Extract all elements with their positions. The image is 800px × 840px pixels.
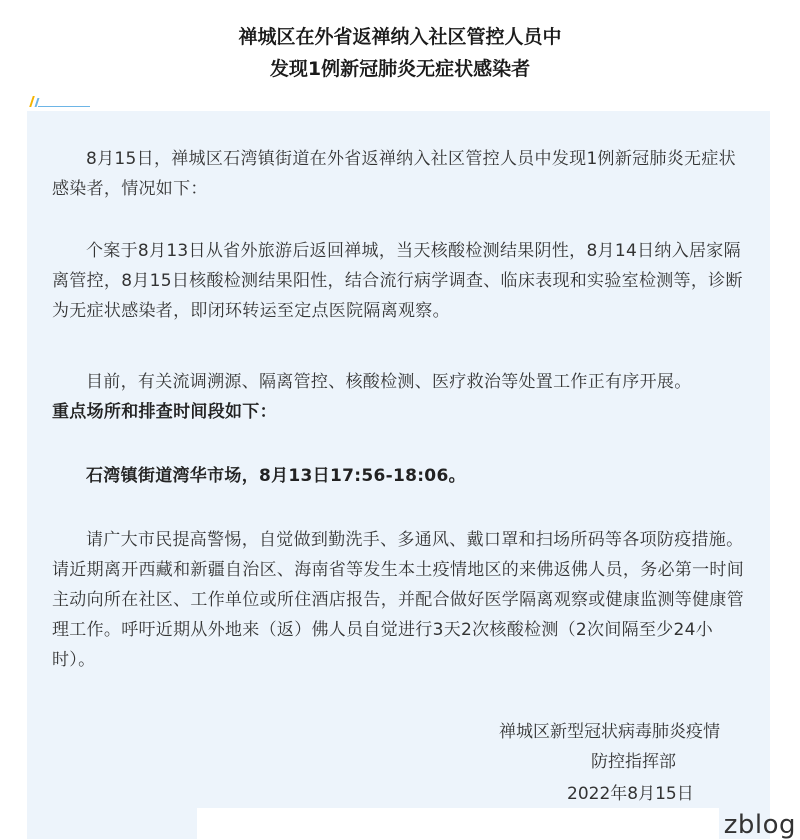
- article-title-line-1: 禅城区在外省返禅纳入社区管控人员中: [238, 26, 562, 48]
- key-place-entry: 石湾镇街道湾华市场，8月13日17:56-18:06。: [86, 466, 466, 486]
- signature-org-line-1: 禅城区新型冠状病毒肺炎疫情: [499, 722, 720, 742]
- signature-date: 2022年8月15日: [567, 784, 694, 804]
- paragraph-case: 个案于8月13日从省外旅游后返回禅城，当天核酸检测结果阴性，8月14日纳入居家隔离管控，8月15日核酸检测结果阳性，结合流行病学调查、临床表现和实验室检测等，诊断为无症状感染者，即闭环转运至定点医院隔离观察。: [52, 241, 743, 321]
- paragraph-progress: 目前，有关流调溯源、隔离管控、核酸检测、医疗救治等处置工作正有序开展。: [86, 372, 692, 392]
- signature-org-line-2: 防控指挥部: [591, 752, 676, 772]
- title-underline-decoration: [26, 93, 90, 107]
- paragraph-advice: 请广大市民提高警惕，自觉做到勤洗手、多通风、戴口罩和扫场所码等各项防疫措施。请近期离开西藏和新疆自治区、海南省等发生本土疫情地区的来佛返佛人员，务必第一时间主动向所在社区、工作单位或所住酒店报告，并配合做好医学隔离观察或健康监测等健康管理工作。呼吁近期从外地来（返）佛人员自觉进行3天2次核酸检测（2次间隔至少24小时）。: [52, 530, 744, 670]
- article-title-line-2: 发现1例新冠肺炎无症状感染者: [269, 58, 531, 80]
- paragraph-intro: 8月15日，禅城区石湾镇街道在外省返禅纳入社区管控人员中发现1例新冠肺炎无症状感染者，情况如下：: [52, 149, 736, 199]
- watermark-text: zblog: [723, 810, 796, 840]
- decoration-underline: [38, 106, 90, 107]
- bottom-white-strip: [197, 808, 719, 839]
- key-places-heading: 重点场所和排查时间段如下：: [52, 402, 277, 422]
